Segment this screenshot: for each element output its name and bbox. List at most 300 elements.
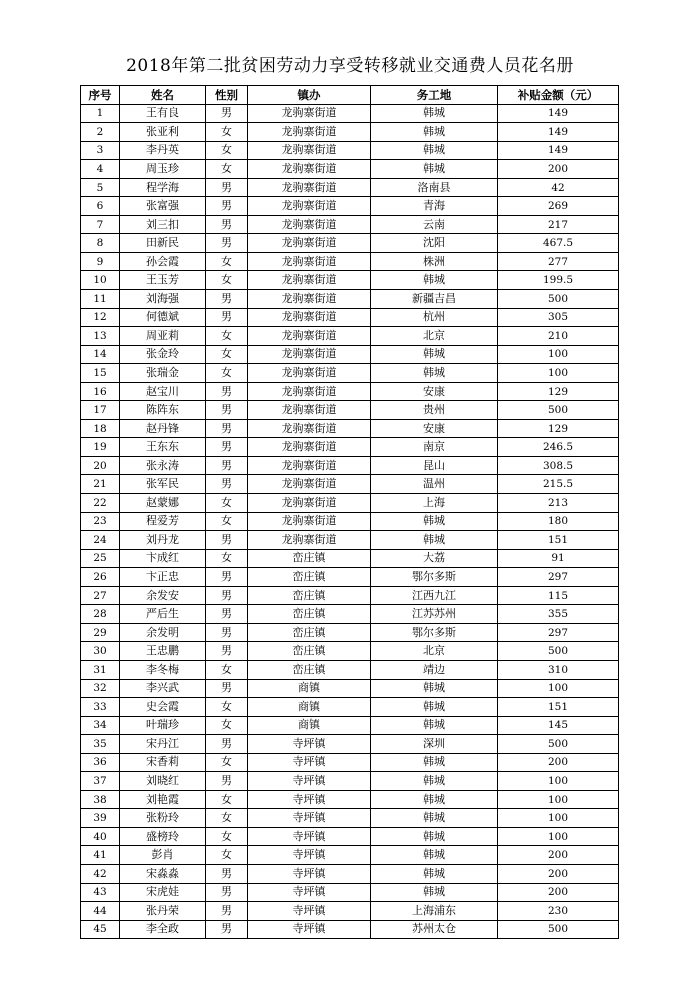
subsidy-amount: 500 [498,642,619,661]
town: 龙驹寨街道 [248,327,371,346]
gender: 男 [206,623,248,642]
header-workplace: 务工地 [371,86,498,105]
gender: 女 [206,345,248,364]
row-index: 30 [81,642,120,661]
town: 龙驹寨街道 [248,290,371,309]
person-name: 赵宝川 [120,382,206,401]
table-row [81,160,619,179]
workplace: 昆山 [371,456,498,475]
town: 峦庄镇 [248,568,371,587]
subsidy-amount: 91 [498,549,619,568]
town: 龙驹寨街道 [248,252,371,271]
subsidy-amount: 355 [498,605,619,624]
table-row [81,234,619,253]
workplace: 韩城 [371,716,498,735]
subsidy-amount: 297 [498,568,619,587]
person-name: 周玉珍 [120,160,206,179]
workplace: 韩城 [371,809,498,828]
workplace: 韩城 [371,827,498,846]
town: 龙驹寨街道 [248,197,371,216]
workplace: 靖边 [371,660,498,679]
table-row [81,642,619,661]
subsidy-amount: 129 [498,419,619,438]
header-name: 姓名 [120,86,206,105]
person-name: 王忠鹏 [120,642,206,661]
town: 商镇 [248,716,371,735]
workplace: 云南 [371,215,498,234]
workplace: 新疆吉昌 [371,290,498,309]
town: 寺坪镇 [248,920,371,939]
subsidy-amount: 213 [498,494,619,513]
workplace: 沈阳 [371,234,498,253]
workplace: 苏州太仓 [371,920,498,939]
gender: 女 [206,364,248,383]
table-row [81,178,619,197]
workplace: 鄂尔多斯 [371,623,498,642]
gender: 女 [206,327,248,346]
town: 龙驹寨街道 [248,494,371,513]
row-index: 41 [81,846,120,865]
row-index: 14 [81,345,120,364]
town: 龙驹寨街道 [248,308,371,327]
table-row [81,883,619,902]
row-index: 12 [81,308,120,327]
table-row [81,716,619,735]
workplace: 韩城 [371,698,498,717]
row-index: 29 [81,623,120,642]
person-name: 张丹荣 [120,902,206,921]
town: 龙驹寨街道 [248,345,371,364]
gender: 女 [206,271,248,290]
town: 龙驹寨街道 [248,234,371,253]
gender: 男 [206,642,248,661]
workplace: 韩城 [371,160,498,179]
workplace: 韩城 [371,104,498,123]
table-row [81,215,619,234]
person-name: 孙会霞 [120,252,206,271]
row-index: 7 [81,215,120,234]
gender: 男 [206,902,248,921]
row-index: 13 [81,327,120,346]
row-index: 33 [81,698,120,717]
gender: 女 [206,846,248,865]
table-row [81,809,619,828]
row-index: 45 [81,920,120,939]
subsidy-amount: 100 [498,809,619,828]
row-index: 32 [81,679,120,698]
table-row [81,902,619,921]
row-index: 1 [81,104,120,123]
town: 峦庄镇 [248,605,371,624]
row-index: 15 [81,364,120,383]
workplace: 韩城 [371,772,498,791]
table-row [81,401,619,420]
table-row [81,735,619,754]
town: 寺坪镇 [248,735,371,754]
town: 龙驹寨街道 [248,382,371,401]
person-name: 张粉玲 [120,809,206,828]
town: 龙驹寨街道 [248,364,371,383]
subsidy-amount: 217 [498,215,619,234]
person-name: 史会霞 [120,698,206,717]
workplace: 温州 [371,475,498,494]
row-index: 2 [81,123,120,142]
subsidy-amount: 151 [498,531,619,550]
town: 龙驹寨街道 [248,271,371,290]
table-row [81,827,619,846]
gender: 男 [206,883,248,902]
person-name: 余发明 [120,623,206,642]
row-index: 26 [81,568,120,587]
workplace: 韩城 [371,141,498,160]
town: 龙驹寨街道 [248,178,371,197]
row-index: 27 [81,586,120,605]
town: 峦庄镇 [248,660,371,679]
row-index: 44 [81,902,120,921]
row-index: 21 [81,475,120,494]
gender: 男 [206,456,248,475]
workplace: 上海浦东 [371,902,498,921]
town: 寺坪镇 [248,790,371,809]
town: 寺坪镇 [248,846,371,865]
subsidy-amount: 500 [498,920,619,939]
subsidy-amount: 246.5 [498,438,619,457]
table-row [81,104,619,123]
person-name: 周亚莉 [120,327,206,346]
row-index: 28 [81,605,120,624]
person-name: 张军民 [120,475,206,494]
town: 龙驹寨街道 [248,456,371,475]
table-row [81,549,619,568]
table-row [81,456,619,475]
subsidy-amount: 269 [498,197,619,216]
row-index: 23 [81,512,120,531]
gender: 男 [206,290,248,309]
workplace: 安康 [371,382,498,401]
row-index: 25 [81,549,120,568]
subsidy-amount: 305 [498,308,619,327]
table-row [81,271,619,290]
workplace: 韩城 [371,345,498,364]
subsidy-amount: 200 [498,864,619,883]
subsidy-amount: 151 [498,698,619,717]
row-index: 35 [81,735,120,754]
table-row [81,419,619,438]
workplace: 贵州 [371,401,498,420]
subsidy-amount: 310 [498,660,619,679]
workplace: 韩城 [371,864,498,883]
gender: 男 [206,531,248,550]
town: 龙驹寨街道 [248,401,371,420]
workplace: 深圳 [371,735,498,754]
person-name: 卞成红 [120,549,206,568]
gender: 女 [206,512,248,531]
gender: 男 [206,197,248,216]
person-name: 张金玲 [120,345,206,364]
subsidy-amount: 149 [498,104,619,123]
person-name: 卞正忠 [120,568,206,587]
gender: 男 [206,234,248,253]
gender: 男 [206,605,248,624]
gender: 男 [206,308,248,327]
gender: 男 [206,438,248,457]
row-index: 17 [81,401,120,420]
subsidy-amount: 145 [498,716,619,735]
person-name: 赵丹锋 [120,419,206,438]
person-name: 李冬梅 [120,660,206,679]
town: 峦庄镇 [248,549,371,568]
gender: 男 [206,419,248,438]
gender: 女 [206,790,248,809]
row-index: 36 [81,753,120,772]
gender: 男 [206,586,248,605]
table-row [81,141,619,160]
town: 寺坪镇 [248,827,371,846]
subsidy-amount: 100 [498,772,619,791]
gender: 女 [206,716,248,735]
row-index: 11 [81,290,120,309]
workplace: 鄂尔多斯 [371,568,498,587]
workplace: 安康 [371,419,498,438]
header-gender: 性别 [206,86,248,105]
table-row [81,772,619,791]
person-name: 李丹英 [120,141,206,160]
row-index: 6 [81,197,120,216]
table-row [81,623,619,642]
town: 龙驹寨街道 [248,104,371,123]
person-name: 王有良 [120,104,206,123]
subsidy-amount: 308.5 [498,456,619,475]
row-index: 39 [81,809,120,828]
gender: 男 [206,382,248,401]
person-name: 刘艳霞 [120,790,206,809]
workplace: 韩城 [371,883,498,902]
person-name: 张亚利 [120,123,206,142]
table-row [81,123,619,142]
gender: 男 [206,401,248,420]
workplace: 青海 [371,197,498,216]
table-row [81,679,619,698]
town: 龙驹寨街道 [248,160,371,179]
subsidy-amount: 100 [498,679,619,698]
header-town: 镇办 [248,86,371,105]
person-name: 陈阵东 [120,401,206,420]
workplace: 韩城 [371,364,498,383]
table-row [81,660,619,679]
table-row [81,252,619,271]
gender: 女 [206,123,248,142]
row-index: 3 [81,141,120,160]
workplace: 江西九江 [371,586,498,605]
table-row [81,327,619,346]
gender: 男 [206,104,248,123]
town: 龙驹寨街道 [248,123,371,142]
gender: 女 [206,549,248,568]
roster-body [81,104,619,939]
town: 峦庄镇 [248,586,371,605]
row-index: 9 [81,252,120,271]
workplace: 韩城 [371,512,498,531]
gender: 女 [206,252,248,271]
table-row [81,698,619,717]
workplace: 韩城 [371,846,498,865]
person-name: 宋丹江 [120,735,206,754]
workplace: 株洲 [371,252,498,271]
workplace: 北京 [371,642,498,661]
subsidy-amount: 500 [498,290,619,309]
town: 寺坪镇 [248,864,371,883]
town: 商镇 [248,679,371,698]
workplace: 洛南县 [371,178,498,197]
row-index: 20 [81,456,120,475]
workplace: 北京 [371,327,498,346]
person-name: 程爱芳 [120,512,206,531]
person-name: 李兴武 [120,679,206,698]
town: 峦庄镇 [248,623,371,642]
subsidy-amount: 149 [498,123,619,142]
person-name: 何德斌 [120,308,206,327]
person-name: 田新民 [120,234,206,253]
table-row [81,475,619,494]
subsidy-amount: 115 [498,586,619,605]
page-title: 2018年第二批贫困劳动力享受转移就业交通费人员花名册 [126,56,574,76]
table-row [81,753,619,772]
workplace: 韩城 [371,679,498,698]
subsidy-amount: 297 [498,623,619,642]
town: 寺坪镇 [248,809,371,828]
gender: 女 [206,660,248,679]
town: 龙驹寨街道 [248,475,371,494]
town: 龙驹寨街道 [248,438,371,457]
person-name: 余发安 [120,586,206,605]
person-name: 宋香莉 [120,753,206,772]
row-index: 38 [81,790,120,809]
workplace: 韩城 [371,790,498,809]
row-index: 5 [81,178,120,197]
table-row [81,438,619,457]
gender: 女 [206,827,248,846]
table-row [81,494,619,513]
header-index: 序号 [81,86,120,105]
row-index: 18 [81,419,120,438]
subsidy-amount: 180 [498,512,619,531]
person-name: 彭肖 [120,846,206,865]
person-name: 宋淼淼 [120,864,206,883]
person-name: 严后生 [120,605,206,624]
person-name: 张富强 [120,197,206,216]
gender: 男 [206,679,248,698]
person-name: 程学海 [120,178,206,197]
subsidy-amount: 100 [498,827,619,846]
workplace: 杭州 [371,308,498,327]
subsidy-amount: 129 [498,382,619,401]
roster-table [80,85,619,939]
gender: 男 [206,735,248,754]
subsidy-amount: 199.5 [498,271,619,290]
row-index: 37 [81,772,120,791]
table-row [81,512,619,531]
person-name: 叶瑞珍 [120,716,206,735]
town: 寺坪镇 [248,883,371,902]
person-name: 刘海强 [120,290,206,309]
row-index: 4 [81,160,120,179]
gender: 女 [206,160,248,179]
town: 寺坪镇 [248,902,371,921]
subsidy-amount: 200 [498,846,619,865]
person-name: 宋虎娃 [120,883,206,902]
person-name: 张瑞金 [120,364,206,383]
row-index: 31 [81,660,120,679]
subsidy-amount: 42 [498,178,619,197]
header-subsidy: 补贴金额（元） [498,86,619,105]
subsidy-amount: 200 [498,160,619,179]
town: 龙驹寨街道 [248,141,371,160]
person-name: 刘丹龙 [120,531,206,550]
header-row [81,86,619,105]
gender: 男 [206,864,248,883]
subsidy-amount: 200 [498,753,619,772]
gender: 女 [206,809,248,828]
workplace: 韩城 [371,753,498,772]
gender: 男 [206,215,248,234]
workplace: 韩城 [371,123,498,142]
town: 寺坪镇 [248,772,371,791]
row-index: 8 [81,234,120,253]
person-name: 盛榜玲 [120,827,206,846]
town: 寺坪镇 [248,753,371,772]
row-index: 16 [81,382,120,401]
table-row [81,290,619,309]
row-index: 40 [81,827,120,846]
subsidy-amount: 210 [498,327,619,346]
workplace: 韩城 [371,531,498,550]
subsidy-amount: 149 [498,141,619,160]
subsidy-amount: 100 [498,790,619,809]
gender: 女 [206,753,248,772]
town: 龙驹寨街道 [248,215,371,234]
row-index: 22 [81,494,120,513]
table-row [81,197,619,216]
subsidy-amount: 100 [498,364,619,383]
table-row [81,345,619,364]
table-row [81,920,619,939]
gender: 男 [206,178,248,197]
subsidy-amount: 215.5 [498,475,619,494]
town: 龙驹寨街道 [248,531,371,550]
town: 商镇 [248,698,371,717]
subsidy-amount: 230 [498,902,619,921]
gender: 男 [206,475,248,494]
gender: 女 [206,698,248,717]
town: 龙驹寨街道 [248,512,371,531]
workplace: 韩城 [371,271,498,290]
subsidy-amount: 100 [498,345,619,364]
person-name: 刘三扣 [120,215,206,234]
gender: 男 [206,920,248,939]
row-index: 43 [81,883,120,902]
gender: 女 [206,494,248,513]
subsidy-amount: 500 [498,401,619,420]
table-row [81,586,619,605]
subsidy-amount: 467.5 [498,234,619,253]
town: 峦庄镇 [248,642,371,661]
gender: 男 [206,772,248,791]
table-row [81,308,619,327]
gender: 男 [206,568,248,587]
person-name: 王东东 [120,438,206,457]
person-name: 张永涛 [120,456,206,475]
workplace: 江苏苏州 [371,605,498,624]
